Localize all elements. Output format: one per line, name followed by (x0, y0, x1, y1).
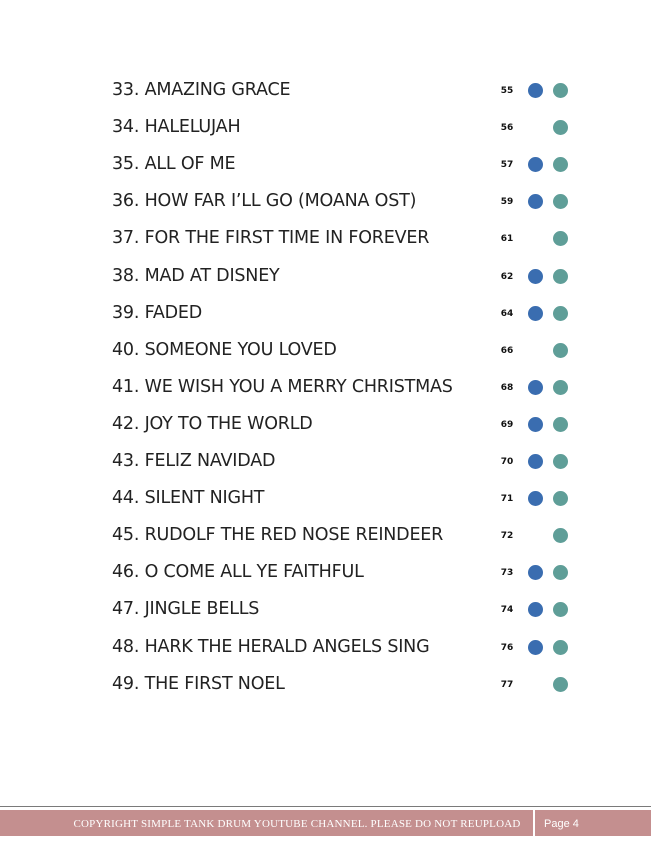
toc-entry-page-number: 69 (500, 419, 514, 430)
toc-entry-page-number: 73 (500, 568, 514, 579)
toc-entry (0, 335, 651, 365)
toc-entry-title: 33. AMAZING GRACE (112, 80, 291, 100)
toc-entry-title: 35. ALL OF ME (112, 154, 236, 175)
toc-entry-page-number: 76 (500, 642, 514, 653)
blue-dot-marker (528, 157, 543, 172)
blue-dot-marker (528, 454, 543, 469)
teal-dot-marker (553, 120, 568, 135)
teal-dot-marker (553, 565, 568, 580)
toc-entry-title: 49. THE FIRST NOEL (112, 673, 285, 694)
toc-entry-page-number: 56 (500, 123, 514, 134)
teal-dot-marker (553, 194, 568, 209)
toc-entry (0, 409, 651, 439)
teal-dot-marker (553, 343, 568, 358)
toc-entry-title: 48. HARK THE HERALD ANGELS SING (112, 636, 430, 657)
toc-entry (0, 594, 651, 624)
teal-dot-marker (553, 231, 568, 246)
teal-dot-marker (553, 454, 568, 469)
teal-dot-marker (553, 602, 568, 617)
footer-separator (533, 810, 535, 836)
toc-entry-page-number: 77 (500, 679, 514, 690)
blue-dot-marker (528, 306, 543, 321)
toc-entry (0, 75, 651, 105)
toc-entry-title: 39. FADED (112, 302, 203, 323)
blue-dot-marker (528, 380, 543, 395)
toc-entry-title: 42. JOY TO THE WORLD (112, 413, 313, 434)
toc-entry (0, 261, 651, 291)
teal-dot-marker (553, 528, 568, 543)
toc-entry (0, 669, 651, 699)
blue-dot-marker (528, 602, 543, 617)
toc-entry (0, 186, 651, 216)
teal-dot-marker (553, 269, 568, 284)
blue-dot-marker (528, 417, 543, 432)
blue-dot-marker (528, 640, 543, 655)
blue-dot-marker (528, 491, 543, 506)
toc-entry (0, 483, 651, 513)
toc-entry-page-number: 68 (500, 382, 514, 393)
toc-entry-title: 41. WE WISH YOU A MERRY CHRISTMAS (112, 376, 453, 397)
footer-copyright: COPYRIGHT SIMPLE TANK DRUM YOUTUBE CHANNEL. PLEASE DO NOT REUPLOAD (73, 818, 521, 830)
blue-dot-marker (528, 565, 543, 580)
toc-entry-page-number: 55 (500, 86, 514, 96)
toc-entry (0, 298, 651, 328)
blue-dot-marker (528, 269, 543, 284)
toc-entry-page-number: 59 (500, 197, 514, 208)
toc-entry-page-number: 70 (500, 457, 514, 467)
footer-page-number: Page 4 (544, 818, 579, 830)
toc-entry-title: 37. FOR THE FIRST TIME IN FOREVER (112, 228, 430, 249)
teal-dot-marker (553, 677, 568, 692)
footer-bar (0, 810, 651, 836)
toc-entry-page-number: 57 (500, 160, 514, 171)
teal-dot-marker (553, 491, 568, 506)
teal-dot-marker (553, 417, 568, 432)
teal-dot-marker (553, 83, 568, 98)
footer-divider (0, 806, 651, 807)
toc-entry (0, 149, 651, 179)
toc-entry-title: 40. SOMEONE YOU LOVED (112, 339, 337, 360)
toc-entry-title: 44. SILENT NIGHT (112, 488, 265, 509)
toc-entry (0, 632, 651, 662)
blue-dot-marker (528, 83, 543, 98)
toc-entry-page-number: 72 (500, 531, 514, 542)
toc-entry-title: 43. FELIZ NAVIDAD (112, 451, 276, 471)
toc-entry (0, 372, 651, 402)
toc-entry-title: 47. JINGLE BELLS (112, 599, 260, 620)
toc-entry-page-number: 66 (500, 345, 514, 356)
toc-entry-title: 46. O COME ALL YE FAITHFUL (112, 562, 364, 583)
toc-entry-title: 34. HALELUJAH (112, 117, 241, 138)
toc-entry (0, 446, 651, 476)
teal-dot-marker (553, 157, 568, 172)
toc-entry (0, 223, 651, 253)
toc-entry (0, 520, 651, 550)
blue-dot-marker (528, 194, 543, 209)
toc-entry (0, 112, 651, 142)
toc-entry-page-number: 61 (500, 234, 514, 245)
toc-entry-page-number: 64 (500, 308, 514, 319)
toc-entry-page-number: 62 (500, 271, 514, 282)
toc-entry-page-number: 74 (500, 605, 514, 616)
toc-entry (0, 557, 651, 587)
teal-dot-marker (553, 640, 568, 655)
teal-dot-marker (553, 380, 568, 395)
toc-entry-title: 45. RUDOLF THE RED NOSE REINDEER (112, 525, 444, 546)
toc-entry-title: 38. MAD AT DISNEY (112, 265, 280, 286)
teal-dot-marker (553, 306, 568, 321)
toc-entry-page-number: 71 (500, 494, 514, 505)
toc-entry-title: 36. HOW FAR I’LL GO (MOANA OST) (112, 191, 417, 212)
